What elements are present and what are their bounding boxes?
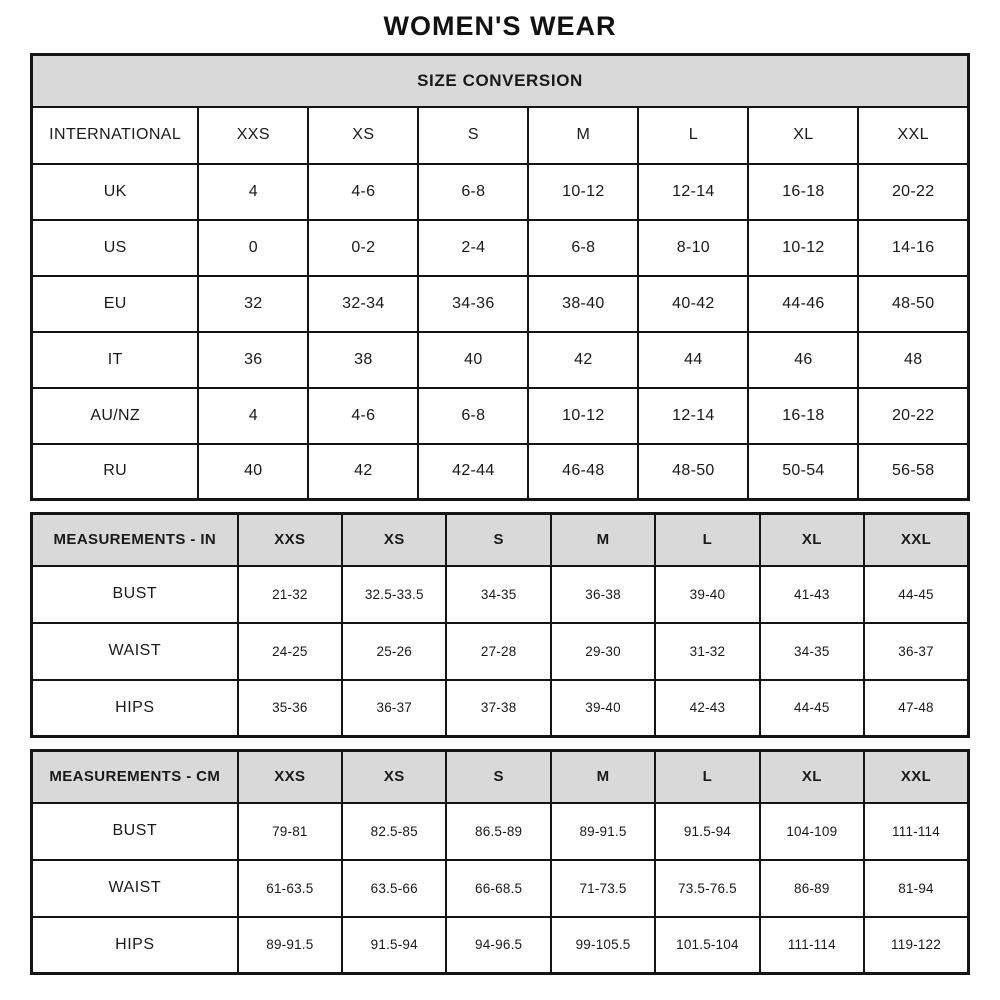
measurements-cm-row [32, 803, 969, 860]
size-value-cell: 0 [198, 220, 308, 276]
size-column-header: XXS [198, 107, 308, 164]
size-column-header: XS [308, 107, 418, 164]
region-label: US [32, 220, 199, 276]
measurement-value-cell: 79-81 [238, 803, 342, 860]
size-value-cell: 6-8 [528, 220, 638, 276]
measurement-label: HIPS [32, 680, 238, 737]
size-value-cell: 50-54 [748, 444, 858, 500]
size-column-header: XL [748, 107, 858, 164]
size-value-cell: 4 [198, 388, 308, 444]
size-value-cell: 44 [638, 332, 748, 388]
measurements-in-column-header: M [551, 514, 655, 566]
measurement-value-cell: 36-38 [551, 566, 655, 623]
measurements-cm-column-header: MEASUREMENTS - CM [32, 751, 238, 803]
measurement-value-cell: 34-35 [446, 566, 550, 623]
page-title: WOMEN'S WEAR [383, 11, 617, 41]
measurements-in-column-header: XS [342, 514, 446, 566]
measurement-value-cell: 71-73.5 [551, 860, 655, 917]
measurement-label: WAIST [32, 860, 238, 917]
measurements-in-column-header: L [655, 514, 759, 566]
measurement-value-cell: 94-96.5 [446, 917, 550, 974]
measurement-value-cell: 42-43 [655, 680, 759, 737]
size-value-cell: 6-8 [418, 388, 528, 444]
measurement-value-cell: 111-114 [864, 803, 968, 860]
measurements-cm-column-header: XL [760, 751, 864, 803]
measurements-cm-column-header: S [446, 751, 550, 803]
size-value-cell: 4 [198, 164, 308, 220]
size-conversion-row [32, 164, 969, 220]
measurements-cm-columns-row [32, 751, 969, 803]
measurements-in-column-header: XXS [238, 514, 342, 566]
size-value-cell: 20-22 [858, 164, 968, 220]
measurements-cm-row [32, 917, 969, 974]
measurements-in-column-header: MEASUREMENTS - IN [32, 514, 238, 566]
size-value-cell: 48 [858, 332, 968, 388]
measurement-value-cell: 86.5-89 [446, 803, 550, 860]
measurement-value-cell: 25-26 [342, 623, 446, 680]
measurements-cm-column-header: XS [342, 751, 446, 803]
size-value-cell: 46-48 [528, 444, 638, 500]
measurement-value-cell: 21-32 [238, 566, 342, 623]
region-label: RU [32, 444, 199, 500]
measurements-cm-column-header: L [655, 751, 759, 803]
size-value-cell: 38 [308, 332, 418, 388]
size-value-cell: 14-16 [858, 220, 968, 276]
measurement-value-cell: 44-45 [864, 566, 968, 623]
size-conversion-row [32, 276, 969, 332]
measurement-value-cell: 36-37 [864, 623, 968, 680]
measurements-in-table [30, 512, 970, 738]
measurements-cm-column-header: XXL [864, 751, 968, 803]
measurement-label: BUST [32, 803, 238, 860]
size-value-cell: 6-8 [418, 164, 528, 220]
measurement-value-cell: 34-35 [760, 623, 864, 680]
region-label: AU/NZ [32, 388, 199, 444]
measurement-value-cell: 82.5-85 [342, 803, 446, 860]
measurements-cm-column-header: M [551, 751, 655, 803]
measurement-value-cell: 24-25 [238, 623, 342, 680]
measurement-value-cell: 36-37 [342, 680, 446, 737]
measurement-value-cell: 29-30 [551, 623, 655, 680]
size-value-cell: 32-34 [308, 276, 418, 332]
size-value-cell: 34-36 [418, 276, 528, 332]
measurement-value-cell: 31-32 [655, 623, 759, 680]
measurement-value-cell: 35-36 [238, 680, 342, 737]
size-value-cell: 40 [418, 332, 528, 388]
size-value-cell: 42 [308, 444, 418, 500]
measurements-cm-row [32, 860, 969, 917]
measurement-value-cell: 104-109 [760, 803, 864, 860]
measurement-value-cell: 37-38 [446, 680, 550, 737]
measurement-value-cell: 66-68.5 [446, 860, 550, 917]
measurement-label: HIPS [32, 917, 238, 974]
size-value-cell: 38-40 [528, 276, 638, 332]
size-value-cell: 10-12 [748, 220, 858, 276]
measurement-value-cell: 89-91.5 [238, 917, 342, 974]
size-value-cell: 36 [198, 332, 308, 388]
measurement-value-cell: 39-40 [551, 680, 655, 737]
measurement-value-cell: 73.5-76.5 [655, 860, 759, 917]
measurements-cm-table [30, 749, 970, 975]
size-value-cell: 2-4 [418, 220, 528, 276]
size-value-cell: 46 [748, 332, 858, 388]
measurements-in-column-header: XL [760, 514, 864, 566]
measurements-in-row [32, 566, 969, 623]
measurement-value-cell: 101.5-104 [655, 917, 759, 974]
size-value-cell: 44-46 [748, 276, 858, 332]
size-column-header: INTERNATIONAL [32, 107, 199, 164]
size-value-cell: 4-6 [308, 164, 418, 220]
measurements-in-columns-row [32, 514, 969, 566]
measurements-in-row [32, 680, 969, 737]
size-value-cell: 4-6 [308, 388, 418, 444]
measurement-value-cell: 81-94 [864, 860, 968, 917]
size-value-cell: 48-50 [858, 276, 968, 332]
region-label: EU [32, 276, 199, 332]
size-value-cell: 10-12 [528, 388, 638, 444]
size-value-cell: 0-2 [308, 220, 418, 276]
size-value-cell: 42-44 [418, 444, 528, 500]
size-conversion-row [32, 388, 969, 444]
size-conversion-table [30, 53, 970, 501]
measurements-cm-column-header: XXS [238, 751, 342, 803]
region-label: UK [32, 164, 199, 220]
measurements-in-column-header: S [446, 514, 550, 566]
region-label: IT [32, 332, 199, 388]
size-value-cell: 10-12 [528, 164, 638, 220]
size-column-header: XXL [858, 107, 968, 164]
size-conversion-row [32, 444, 969, 500]
measurements-in-column-header: XXL [864, 514, 968, 566]
size-value-cell: 48-50 [638, 444, 748, 500]
measurement-value-cell: 61-63.5 [238, 860, 342, 917]
size-conversion-columns-row [32, 107, 969, 164]
size-conversion-row [32, 332, 969, 388]
measurement-value-cell: 86-89 [760, 860, 864, 917]
size-value-cell: 8-10 [638, 220, 748, 276]
measurement-value-cell: 119-122 [864, 917, 968, 974]
measurement-value-cell: 99-105.5 [551, 917, 655, 974]
size-value-cell: 16-18 [748, 388, 858, 444]
size-value-cell: 12-14 [638, 388, 748, 444]
size-conversion-row [32, 220, 969, 276]
measurement-value-cell: 111-114 [760, 917, 864, 974]
measurements-in-row [32, 623, 969, 680]
measurement-value-cell: 32.5-33.5 [342, 566, 446, 623]
measurement-value-cell: 89-91.5 [551, 803, 655, 860]
measurement-value-cell: 44-45 [760, 680, 864, 737]
size-value-cell: 42 [528, 332, 638, 388]
size-value-cell: 40 [198, 444, 308, 500]
size-value-cell: 20-22 [858, 388, 968, 444]
measurement-value-cell: 91.5-94 [655, 803, 759, 860]
size-value-cell: 40-42 [638, 276, 748, 332]
size-value-cell: 16-18 [748, 164, 858, 220]
measurement-value-cell: 27-28 [446, 623, 550, 680]
size-column-header: M [528, 107, 638, 164]
measurement-value-cell: 47-48 [864, 680, 968, 737]
measurement-value-cell: 91.5-94 [342, 917, 446, 974]
size-conversion-header: SIZE CONVERSION [32, 55, 969, 107]
size-column-header: L [638, 107, 748, 164]
measurement-label: WAIST [32, 623, 238, 680]
measurement-value-cell: 39-40 [655, 566, 759, 623]
size-conversion-banner-row [32, 55, 969, 107]
size-column-header: S [418, 107, 528, 164]
size-value-cell: 56-58 [858, 444, 968, 500]
measurement-value-cell: 41-43 [760, 566, 864, 623]
measurement-value-cell: 63.5-66 [342, 860, 446, 917]
size-value-cell: 32 [198, 276, 308, 332]
measurement-label: BUST [32, 566, 238, 623]
size-value-cell: 12-14 [638, 164, 748, 220]
